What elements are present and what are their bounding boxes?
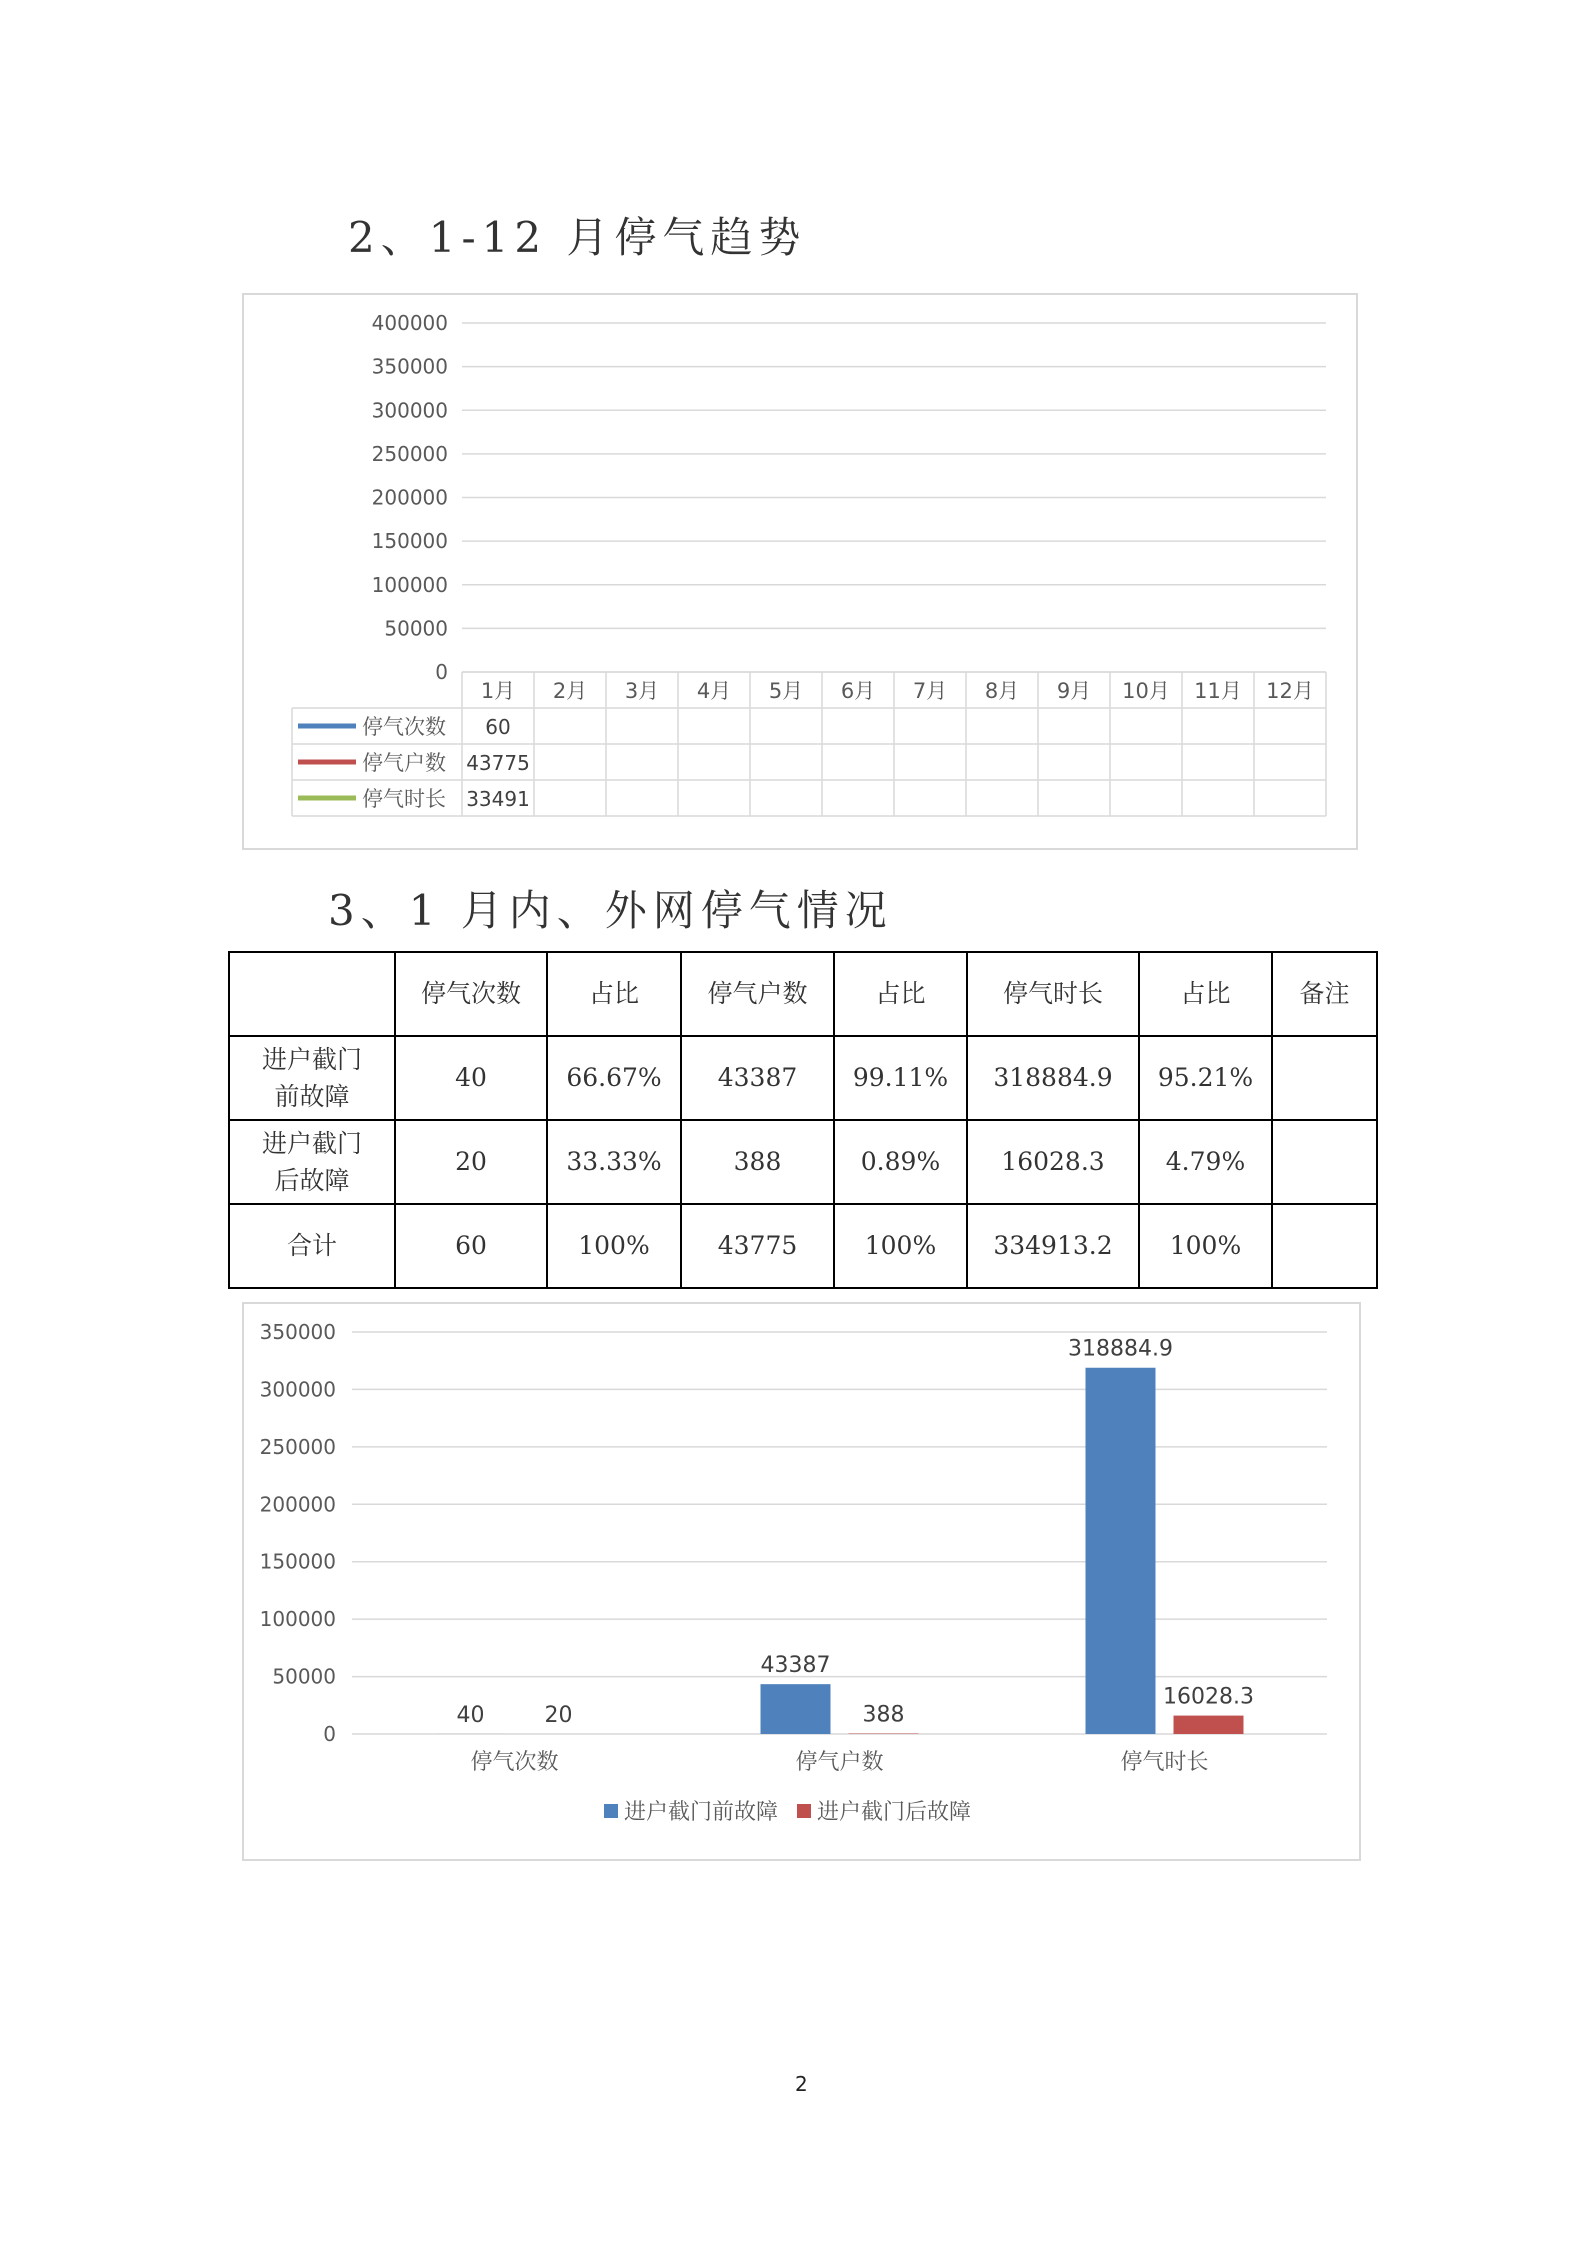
table-cell: 20 xyxy=(395,1120,547,1204)
y-tick-label: 100000 xyxy=(259,1607,336,1632)
bar xyxy=(761,1684,831,1734)
table-header-cell xyxy=(229,952,395,1036)
y-tick-label: 350000 xyxy=(371,354,448,379)
bar-chart-frame xyxy=(242,1302,1361,1861)
legend-key xyxy=(604,1804,618,1818)
table-header-cell: 停气次数 xyxy=(395,952,547,1036)
trend-chart xyxy=(244,295,1356,848)
row-label: 进户截门 前故障 xyxy=(229,1036,395,1120)
table-header-cell: 备注 xyxy=(1272,952,1377,1036)
x-category-label: 3月 xyxy=(624,679,660,703)
y-tick-label: 150000 xyxy=(371,529,448,554)
table-row xyxy=(229,1036,1377,1120)
data-label: 318884.9 xyxy=(1068,1336,1173,1362)
y-tick-label: 300000 xyxy=(371,398,448,423)
table-cell xyxy=(1272,1036,1377,1120)
x-category-label: 8月 xyxy=(984,679,1020,703)
x-category-label: 6月 xyxy=(840,679,876,703)
bar xyxy=(1174,1716,1244,1734)
x-category-label: 1月 xyxy=(480,679,516,703)
x-category-label: 停气次数 xyxy=(470,1750,559,1775)
table-cell: 99.11% xyxy=(834,1036,967,1120)
legend-label: 进户截门后故障 xyxy=(817,1800,972,1825)
row-label: 合计 xyxy=(229,1204,395,1288)
table-total-row xyxy=(229,1204,1377,1288)
data-label: 16028.3 xyxy=(1163,1684,1254,1710)
y-tick-label: 300000 xyxy=(259,1377,336,1402)
x-category-label: 5月 xyxy=(768,679,804,703)
table-header-cell: 停气户数 xyxy=(681,952,834,1036)
table-cell: 334913.2 xyxy=(967,1204,1139,1288)
table-cell: 66.67% xyxy=(547,1036,681,1120)
table-value: 60 xyxy=(485,715,511,739)
outage-table xyxy=(228,951,1378,1289)
section-3-heading: 3、1 月内、外网停气情况 xyxy=(328,886,893,935)
x-category-label: 9月 xyxy=(1056,679,1092,703)
data-label: 43387 xyxy=(760,1653,831,1679)
y-tick-label: 0 xyxy=(323,1722,336,1746)
trend-chart-frame xyxy=(242,293,1358,850)
table-cell: 100% xyxy=(1139,1204,1272,1288)
x-category-label: 7月 xyxy=(912,679,948,703)
data-label: 40 xyxy=(456,1702,485,1728)
x-category-label: 停气时长 xyxy=(1120,1750,1209,1775)
data-label: 20 xyxy=(544,1702,573,1728)
table-cell: 33.33% xyxy=(547,1120,681,1204)
legend-key xyxy=(797,1804,811,1818)
table-cell: 4.79% xyxy=(1139,1120,1272,1204)
table-cell: 16028.3 xyxy=(967,1120,1139,1204)
table-cell: 100% xyxy=(547,1204,681,1288)
legend-series-name: 停气次数 xyxy=(362,715,446,739)
x-category-label: 10月 xyxy=(1122,679,1170,703)
table-cell xyxy=(1272,1120,1377,1204)
table-header-cell: 占比 xyxy=(1139,952,1272,1036)
table-cell: 100% xyxy=(834,1204,967,1288)
table-cell: 388 xyxy=(681,1120,834,1204)
y-tick-label: 50000 xyxy=(384,616,448,641)
table-cell: 43387 xyxy=(681,1036,834,1120)
table-header-cell: 占比 xyxy=(547,952,681,1036)
table-cell: 318884.9 xyxy=(967,1036,1139,1120)
y-tick-label: 100000 xyxy=(371,572,448,597)
table-cell: 43775 xyxy=(681,1204,834,1288)
x-category-label: 2月 xyxy=(552,679,588,703)
y-tick-label: 350000 xyxy=(259,1320,336,1344)
legend-series-name: 停气户数 xyxy=(362,751,446,775)
y-tick-label: 50000 xyxy=(272,1664,336,1689)
table-header-cell: 停气时长 xyxy=(967,952,1139,1036)
y-tick-label: 150000 xyxy=(259,1549,336,1574)
section-2-heading: 2、1-12 月停气趋势 xyxy=(348,213,807,262)
table-header-row xyxy=(229,952,1377,1036)
x-category-label: 11月 xyxy=(1194,679,1242,703)
table-row xyxy=(229,1120,1377,1204)
legend-label: 进户截门前故障 xyxy=(624,1800,779,1825)
y-tick-label: 200000 xyxy=(259,1492,336,1517)
y-tick-label: 250000 xyxy=(259,1434,336,1459)
x-category-label: 停气户数 xyxy=(795,1750,884,1775)
table-value: 43775 xyxy=(466,751,530,775)
x-category-label: 4月 xyxy=(696,679,732,703)
bar-chart xyxy=(244,1304,1359,1859)
table-cell: 0.89% xyxy=(834,1120,967,1204)
x-category-label: 12月 xyxy=(1266,679,1314,703)
bar xyxy=(1086,1368,1156,1734)
table-header-cell: 占比 xyxy=(834,952,967,1036)
table-cell: 95.21% xyxy=(1139,1036,1272,1120)
table-cell: 60 xyxy=(395,1204,547,1288)
table-cell: 40 xyxy=(395,1036,547,1120)
data-label: 388 xyxy=(862,1702,905,1728)
page-number: 2 xyxy=(795,2072,808,2096)
y-tick-label: 250000 xyxy=(371,441,448,466)
table-value: 33491 xyxy=(466,787,530,811)
y-tick-label: 0 xyxy=(435,660,448,684)
legend-series-name: 停气时长 xyxy=(362,787,446,811)
row-label: 进户截门 后故障 xyxy=(229,1120,395,1204)
y-tick-label: 200000 xyxy=(371,485,448,510)
table-cell xyxy=(1272,1204,1377,1288)
y-tick-label: 400000 xyxy=(371,311,448,335)
